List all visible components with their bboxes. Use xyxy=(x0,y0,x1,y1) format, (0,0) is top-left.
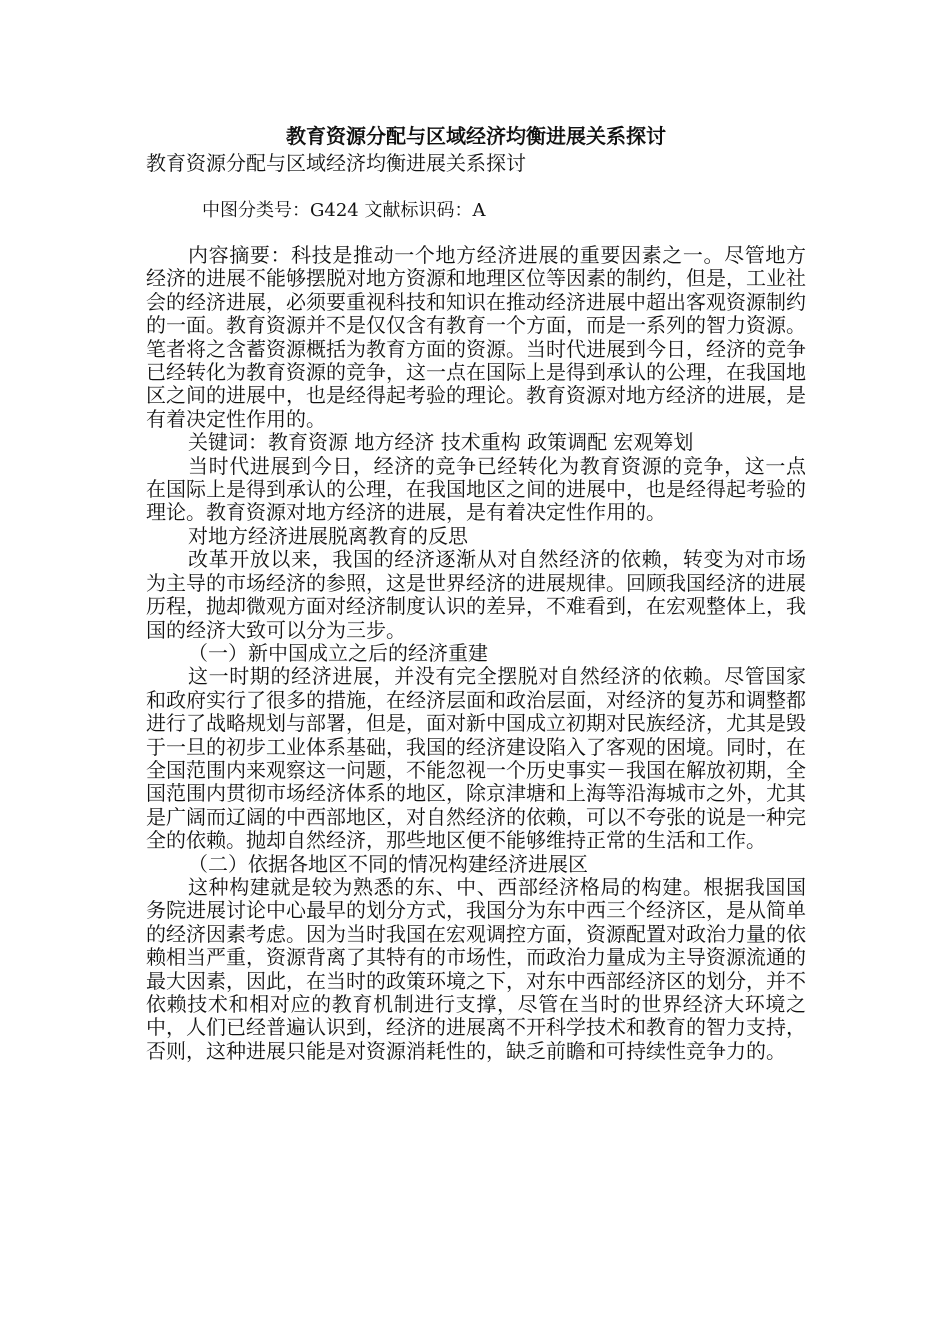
document-subtitle: 教育资源分配与区域经济均衡进展关系探讨 xyxy=(146,151,526,175)
intro-paragraph: 当时代进展到今日，经济的竞争已经转化为教育资源的竞争，这一点在国际上是得到承认的公理，在我国地区之间的进展中，也是经得起考验的理论。教育资源对地方经济的进展，是有着决定性作用的。 xyxy=(146,453,806,525)
subsection-heading: （一）新中国成立之后的经济重建 xyxy=(188,640,488,665)
keywords-line: 关键词：教育资源 地方经济 技术重构 政策调配 宏观筹划 xyxy=(188,430,694,455)
document-title: 教育资源分配与区域经济均衡进展关系探讨 xyxy=(286,124,666,148)
subsection-paragraph: 这种构建就是较为熟悉的东、中、西部经济格局的构建。根据我国国务院进展讨论中心最早的划分方式，我国分为东中西三个经济区，是从简单的经济因素考虑。因为当时我国在宏观调控方面，资源配置对政治力量的依赖相当严重，资源背离了其特有的市场性，而政治力量成为主导资源流通的最大因素，因此，在当时的政策环境之下，对东中西部经济区的划分，并不依赖技术和相对应的教育机制进行支撑，尽管在当时的世界经济大环境之中，人们已经普遍认识到，经济的进展离不开科学技术和教育的智力支持，否则，这种进展只能是对资源消耗性的，缺乏前瞻和可持续性竞争力的。 xyxy=(146,874,806,1063)
spacer xyxy=(146,224,806,244)
subsection-heading: （二）依据各地区不同的情况构建经济进展区 xyxy=(188,851,588,876)
subsection-paragraph: 这一时期的经济进展，并没有完全摆脱对自然经济的依赖。尽管国家和政府实行了很多的措施，在经济层面和政治层面，对经济的复苏和调整都进行了战略规划与部署，但是，面对新中国成立初期对民族经济，尤其是毁于一旦的初步工业体系基础，我国的经济建设陷入了客观的困境。同时，在全国范围内来观察这一问题，不能忽视一个历史事实－我国在解放初期，全国范围内贯彻市场经济体系的地区，除京津塘和上海等沿海城市之外，尤其是广阔而辽阔的中西部地区，对自然经济的依赖，可以不夸张的说是一种完全的依赖。抛却自然经济，那些地区便不能够维持正常的生活和工作。 xyxy=(146,664,806,853)
abstract-paragraph: 内容摘要：科技是推动一个地方经济进展的重要因素之一。尽管地方经济的进展不能够摆脱对地方资源和地理区位等因素的制约，但是，工业社会的经济进展，必须要重视科技和知识在推动经济进展中超出客观资源制约的一面。教育资源并不是仅仅含有教育一个方面，而是一系列的智力资源。笔者将之含蓄资源概括为教育方面的资源。当时代进展到今日，经济的竞争已经转化为教育资源的竞争，这一点在国际上是得到承认的公理，在我国地区之间的进展中，也是经得起考验的理论。教育资源对地方经济的进展，是有着决定性作用的。 xyxy=(146,243,806,431)
spacer xyxy=(146,177,806,197)
classification-line: 中图分类号：G424 文献标识码：A xyxy=(202,200,486,221)
section-paragraph: 改革开放以来，我国的经济逐渐从对自然经济的依赖，转变为对市场为主导的市场经济的参照，这是世界经济的进展规律。回顾我国经济的进展历程，抛却微观方面对经济制度认识的差异，不难看到，在宏观整体上，我国的经济大致可以分为三步。 xyxy=(146,547,806,642)
section-heading: 对地方经济进展脱离教育的反思 xyxy=(188,523,468,548)
document-page xyxy=(146,122,806,1063)
